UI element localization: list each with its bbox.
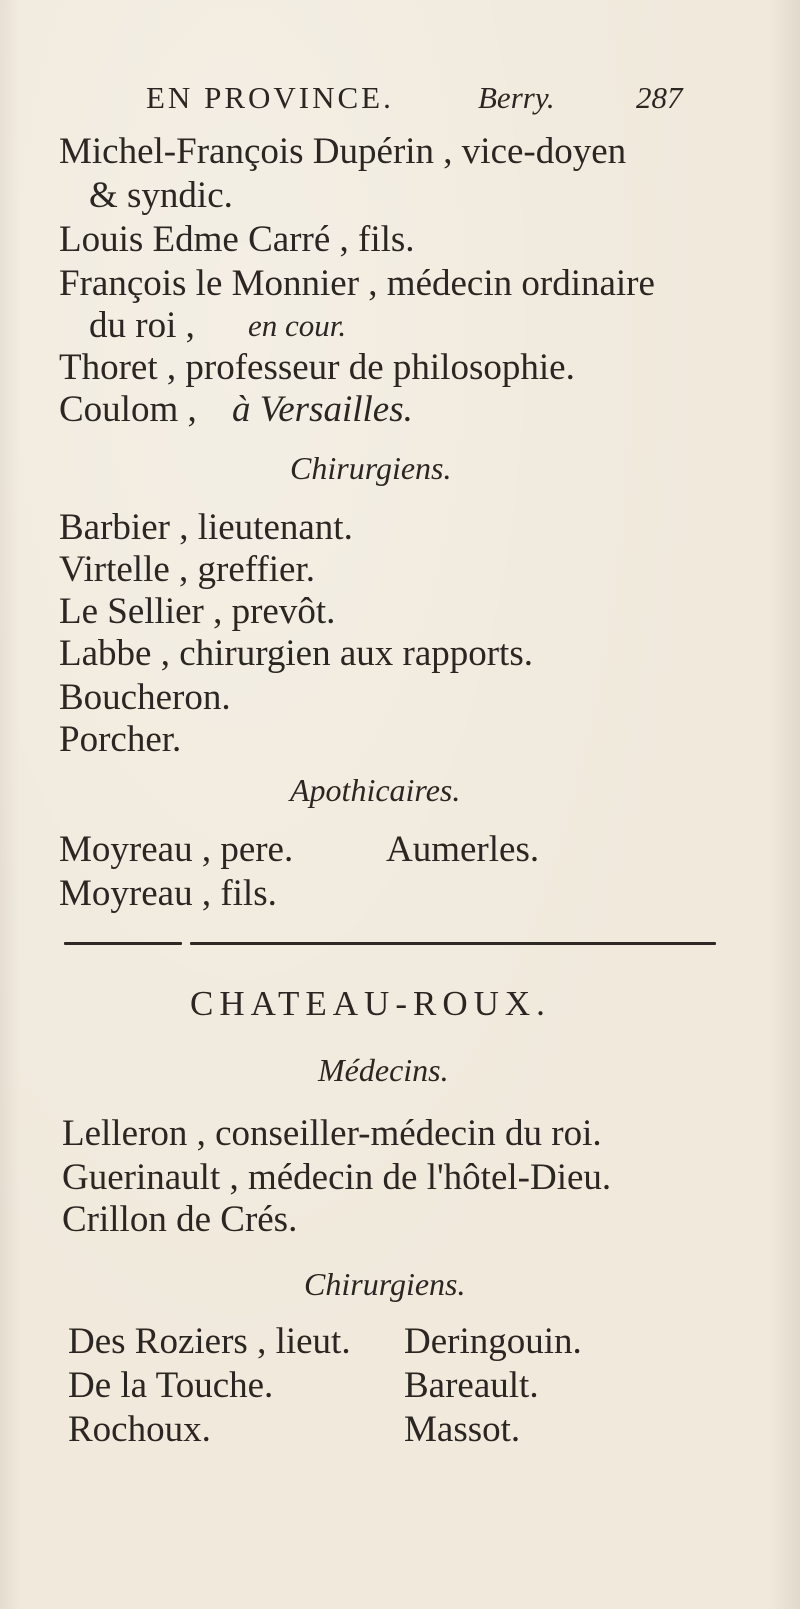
text-line: & syndic.: [89, 175, 233, 216]
text-line: Des Roziers , lieut.: [68, 1321, 351, 1362]
section-title-chateau-roux: CHATEAU-ROUX.: [190, 984, 551, 1023]
section-heading-chirurgiens-chateau-roux: Chirurgiens.: [304, 1266, 466, 1302]
text-line: Massot.: [404, 1409, 521, 1450]
text-line: Aumerles.: [386, 829, 540, 870]
text-line: Moyreau , fils.: [59, 873, 277, 914]
section-heading-chirurgiens: Chirurgiens.: [290, 450, 452, 486]
text-line: Virtelle , greffier.: [59, 549, 315, 590]
text-line: Porcher.: [59, 719, 182, 760]
text-line: Thoret , professeur de philosophie.: [59, 347, 575, 388]
running-header-left: EN PROVINCE.: [146, 80, 394, 115]
text-line: Le Sellier , prevôt.: [59, 591, 336, 632]
text-line: Louis Edme Carré , fils.: [59, 219, 415, 260]
text-line: Lelleron , conseiller-médecin du roi.: [62, 1113, 602, 1154]
text-line: Deringouin.: [404, 1321, 582, 1362]
section-heading-medecins: Médecins.: [318, 1052, 449, 1088]
running-header-place: Berry.: [478, 80, 555, 115]
text-line: Bareault.: [404, 1365, 539, 1406]
text-line: Boucheron.: [59, 677, 231, 718]
text-line: Crillon de Crés.: [62, 1199, 298, 1240]
text-line: Rochoux.: [68, 1409, 211, 1450]
text-line: du roi ,: [89, 305, 195, 346]
text-line: Moyreau , pere.: [59, 829, 294, 870]
text-line: François le Monnier , médecin ordinaire: [59, 263, 655, 304]
text-line: Coulom ,: [59, 389, 197, 430]
text-line: Guerinault , médecin de l'hôtel-Dieu.: [62, 1157, 612, 1198]
text-line: Barbier , lieutenant.: [59, 507, 353, 548]
section-divider-rule: [190, 942, 716, 945]
text-line-italic: à Versailles.: [232, 389, 413, 430]
page-number: 287: [636, 80, 683, 115]
text-line-italic: en cour.: [248, 308, 347, 343]
text-line: De la Touche.: [68, 1365, 274, 1406]
section-divider-rule: [64, 942, 182, 945]
section-heading-apothicaires: Apothicaires.: [290, 772, 461, 808]
text-line: Michel-François Dupérin , vice-doyen: [59, 131, 627, 172]
text-line: Labbe , chirurgien aux rapports.: [59, 633, 533, 674]
